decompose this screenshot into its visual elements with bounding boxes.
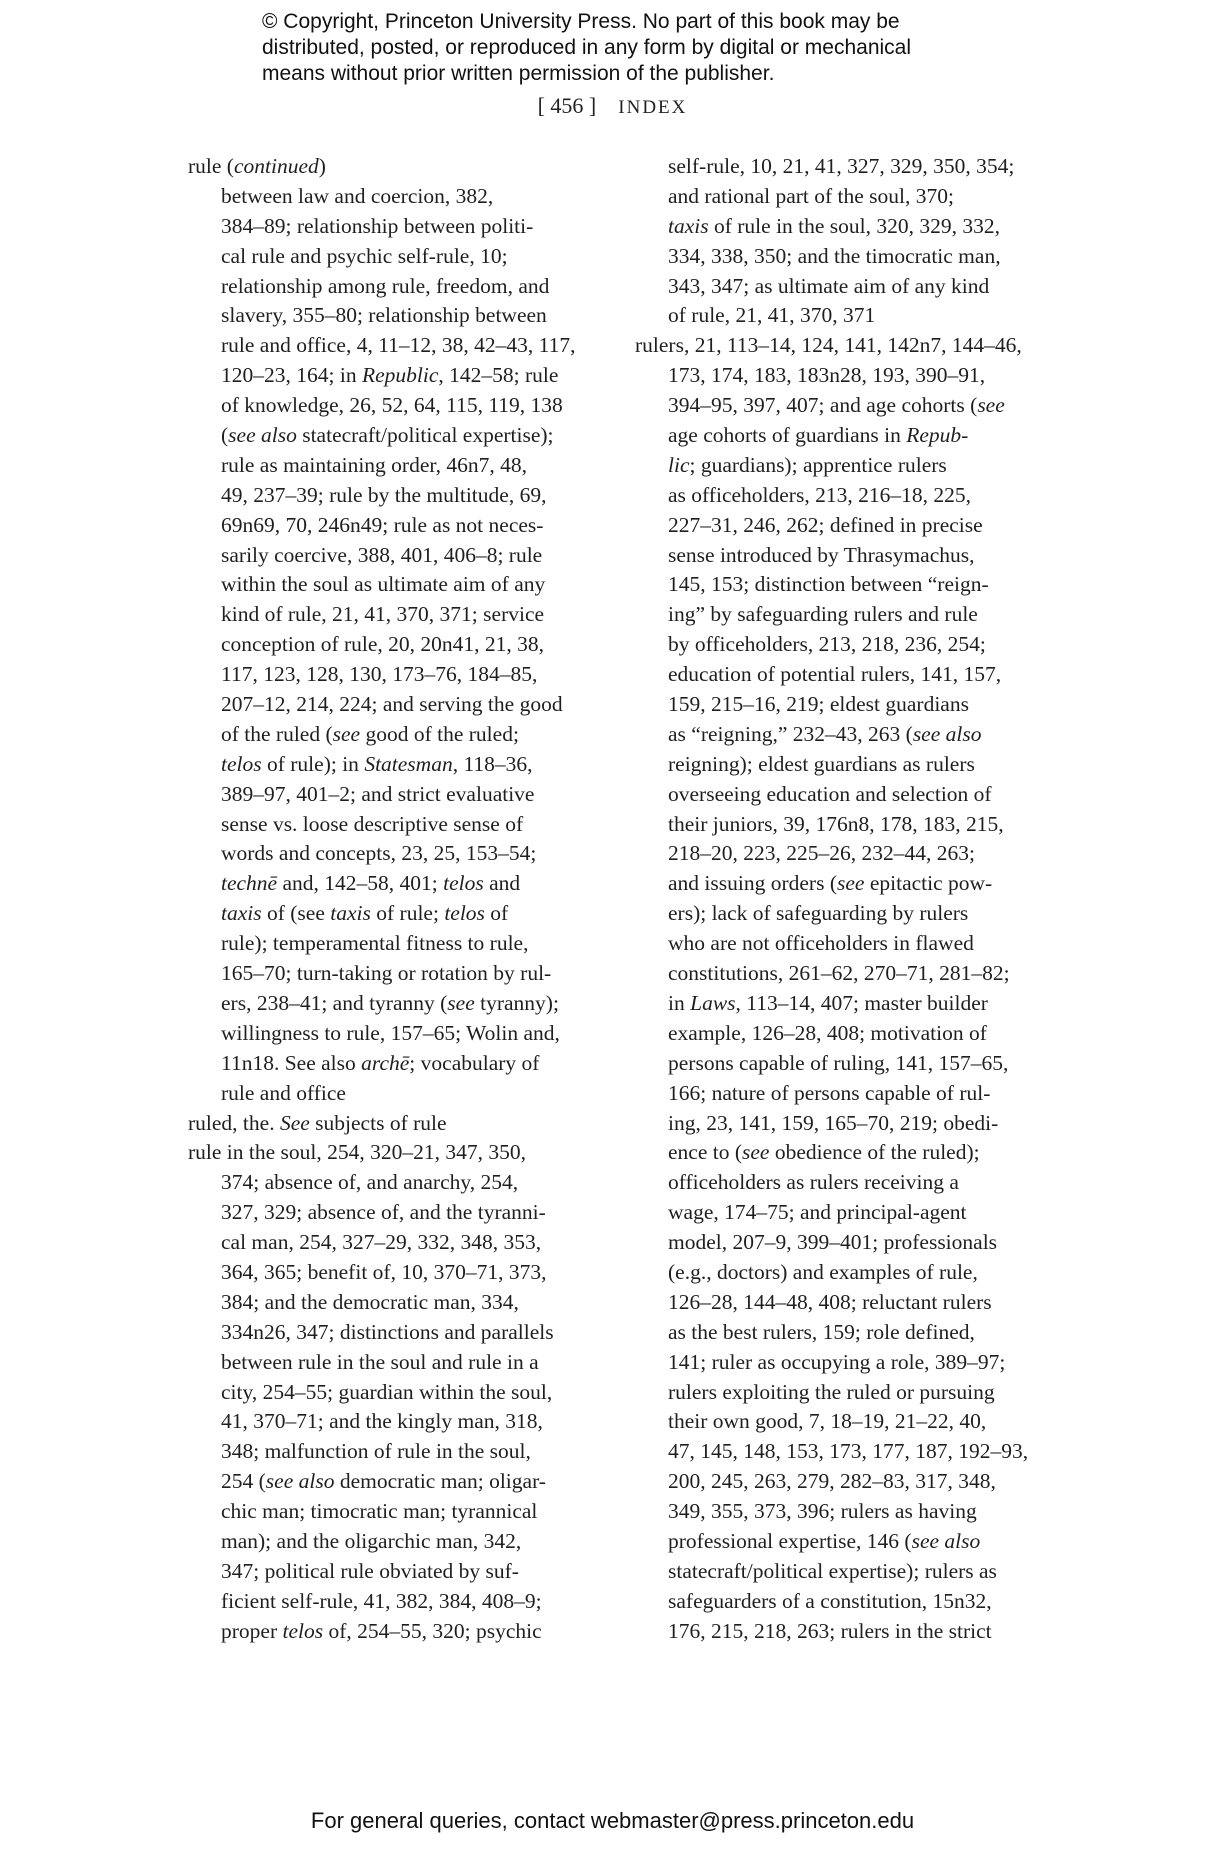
index-line: 254 (see also democratic man; oligar-	[221, 1469, 546, 1494]
index-line: 49, 237–39; rule by the multitude, 69,	[221, 482, 547, 507]
copyright-notice	[262, 9, 1022, 87]
index-line: ers, 238–41; and tyranny (see tyranny);	[221, 990, 559, 1015]
index-line: of rule, 21, 41, 370, 371	[668, 303, 876, 328]
index-line: their own good, 7, 18–19, 21–22, 40,	[668, 1409, 987, 1434]
footer-contact: For general queries, contact webmaster@press.princeton.edu	[310, 1808, 915, 1833]
index-line: 327, 329; absence of, and the tyranni-	[221, 1200, 546, 1225]
index-line: 389–97, 401–2; and strict evaluative	[221, 781, 535, 806]
index-line: cal rule and psychic self-rule, 10;	[221, 243, 508, 268]
index-line: and issuing orders (see epitactic pow-	[668, 871, 993, 896]
index-line: 126–28, 144–48, 408; reluctant rulers	[668, 1289, 992, 1314]
index-line: rule and office, 4, 11–12, 38, 42–43, 117,	[221, 333, 576, 358]
index-line: sense vs. loose descriptive sense of	[221, 811, 524, 836]
index-line: 207–12, 214, 224; and serving the good	[221, 692, 563, 717]
index-line: slavery, 355–80; relationship between	[221, 303, 547, 328]
index-line: rulers exploiting the ruled or pursuing	[668, 1379, 995, 1404]
index-line: 47, 145, 148, 153, 173, 177, 187, 192–93,	[668, 1439, 1029, 1464]
index-line: cal man, 254, 327–29, 332, 348, 353,	[221, 1230, 542, 1255]
index-line: telos of rule); in Statesman, 118–36,	[221, 751, 533, 776]
index-line: ficient self-rule, 41, 382, 384, 408–9;	[221, 1588, 542, 1613]
section-title: INDEX	[618, 97, 688, 118]
index-line: their juniors, 39, 176n8, 178, 183, 215,	[668, 811, 1004, 836]
index-line: 349, 355, 373, 396; rulers as having	[668, 1499, 977, 1524]
index-line: overseeing education and selection of	[668, 781, 992, 806]
index-line: persons capable of ruling, 141, 157–65,	[668, 1050, 1009, 1075]
index-line: age cohorts of guardians in Repub-	[668, 423, 969, 448]
index-line: rule and office	[221, 1080, 346, 1105]
index-line: 41, 370–71; and the kingly man, 318,	[221, 1409, 543, 1434]
index-line: 364, 365; benefit of, 10, 370–71, 373,	[221, 1259, 547, 1284]
index-line: 173, 174, 183, 183n28, 193, 390–91,	[668, 363, 986, 388]
page-number: [ 456 ]	[537, 93, 597, 118]
index-line: 69n69, 70, 246n49; rule as not neces-	[221, 512, 544, 537]
index-line: as the best rulers, 159; role defined,	[668, 1319, 975, 1344]
index-line: within the soul as ultimate aim of any	[221, 572, 546, 597]
running-head	[0, 93, 1225, 119]
index-line: rulers, 21, 113–14, 124, 141, 142n7, 144–46,	[635, 333, 1022, 358]
index-line: between rule in the soul and rule in a	[221, 1349, 539, 1374]
index-line: willingness to rule, 157–65; Wolin and,	[221, 1020, 560, 1045]
index-line: reigning); eldest guardians as rulers	[668, 751, 975, 776]
index-line: 200, 245, 263, 279, 282–83, 317, 348,	[668, 1469, 996, 1494]
index-line: of the ruled (see good of the ruled;	[221, 721, 519, 746]
index-line: rule); temperamental fitness to rule,	[221, 931, 529, 956]
index-line: 141; ruler as occupying a role, 389–97;	[668, 1349, 1006, 1374]
index-line: 159, 215–16, 219; eldest guardians	[668, 692, 969, 717]
index-line: officeholders as rulers receiving a	[668, 1170, 959, 1195]
index-line: 348; malfunction of rule in the soul,	[221, 1439, 531, 1464]
index-column-right	[635, 152, 1055, 1647]
index-line: by officeholders, 213, 218, 236, 254;	[668, 632, 986, 657]
index-line: (see also statecraft/political expertise);	[221, 423, 554, 448]
index-line: 176, 215, 218, 263; rulers in the strict	[668, 1618, 992, 1643]
index-line: model, 207–9, 399–401; professionals	[668, 1230, 998, 1255]
index-line: wage, 174–75; and principal-agent	[668, 1200, 967, 1225]
index-line: 384–89; relationship between politi-	[221, 213, 534, 238]
index-line: ing” by safeguarding rulers and rule	[668, 602, 978, 627]
index-line: words and concepts, 23, 25, 153–54;	[221, 841, 537, 866]
index-line: 11n18. See also archē; vocabulary of	[221, 1050, 540, 1075]
index-line: 145, 153; distinction between “reign-	[668, 572, 989, 597]
copyright-line: distributed, posted, or reproduced in any form by digital or mechanical	[262, 36, 912, 59]
index-line: 394–95, 397, 407; and age cohorts (see	[668, 393, 1005, 418]
index-line: ruled, the. See subjects of rule	[188, 1110, 447, 1135]
index-line: rule as maintaining order, 46n7, 48,	[221, 452, 528, 477]
index-line: technē and, 142–58, 401; telos and	[221, 871, 521, 896]
index-line: chic man; timocratic man; tyrannical	[221, 1499, 538, 1524]
index-line: ence to (see obedience of the ruled);	[668, 1140, 980, 1165]
index-line: of knowledge, 26, 52, 64, 115, 119, 138	[221, 393, 563, 418]
index-line: 334n26, 347; distinctions and parallels	[221, 1319, 554, 1344]
index-line: 227–31, 246, 262; defined in precise	[668, 512, 983, 537]
index-line: between law and coercion, 382,	[221, 183, 494, 208]
index-line: professional expertise, 146 (see also	[668, 1528, 981, 1553]
index-line: who are not officeholders in flawed	[668, 931, 974, 956]
index-line: self-rule, 10, 21, 41, 327, 329, 350, 354;	[668, 154, 1015, 178]
index-line: (e.g., doctors) and examples of rule,	[668, 1259, 978, 1284]
index-line: 120–23, 164; in Republic, 142–58; rule	[221, 363, 559, 388]
index-line: in Laws, 113–14, 407; master builder	[668, 990, 988, 1015]
index-line: kind of rule, 21, 41, 370, 371; service	[221, 602, 545, 627]
index-line: 334, 338, 350; and the timocratic man,	[668, 243, 1001, 268]
index-line: 166; nature of persons capable of rul-	[668, 1080, 991, 1105]
index-line: city, 254–55; guardian within the soul,	[221, 1379, 553, 1404]
index-line: lic; guardians); apprentice rulers	[668, 452, 947, 477]
index-line: taxis of (see taxis of rule; telos of	[221, 901, 509, 926]
index-line: proper telos of, 254–55, 320; psychic	[221, 1618, 542, 1643]
index-line: sense introduced by Thrasymachus,	[668, 542, 975, 567]
index-line: 165–70; turn-taking or rotation by rul-	[221, 961, 552, 986]
index-line: as “reigning,” 232–43, 263 (see also	[668, 721, 982, 746]
index-line: relationship among rule, freedom, and	[221, 273, 550, 298]
index-column-left	[188, 152, 608, 1647]
copyright-line: means without prior written permission of the publisher.	[262, 62, 775, 85]
index-line: rule (continued)	[188, 154, 326, 178]
index-line: ing, 23, 141, 159, 165–70, 219; obedi-	[668, 1110, 999, 1135]
index-line: as officeholders, 213, 216–18, 225,	[668, 482, 971, 507]
index-line: 218–20, 223, 225–26, 232–44, 263;	[668, 841, 975, 866]
index-line: man); and the oligarchic man, 342,	[221, 1528, 522, 1553]
index-line: 117, 123, 128, 130, 173–76, 184–85,	[221, 662, 538, 687]
index-line: 343, 347; as ultimate aim of any kind	[668, 273, 990, 298]
index-line: rule in the soul, 254, 320–21, 347, 350,	[188, 1140, 527, 1165]
index-line: education of potential rulers, 141, 157,	[668, 662, 1002, 687]
index-line: example, 126–28, 408; motivation of	[668, 1020, 987, 1045]
index-line: ers); lack of safeguarding by rulers	[668, 901, 969, 926]
index-line: sarily coercive, 388, 401, 406–8; rule	[221, 542, 543, 567]
index-line: safeguarders of a constitution, 15n32,	[668, 1588, 992, 1613]
index-line: taxis of rule in the soul, 320, 329, 332,	[668, 213, 1001, 238]
copyright-line: © Copyright, Princeton University Press. No part of this book may be	[262, 10, 900, 33]
index-line: statecraft/political expertise); rulers as	[668, 1558, 997, 1583]
index-line: 384; and the democratic man, 334,	[221, 1289, 519, 1314]
index-line: 374; absence of, and anarchy, 254,	[221, 1170, 519, 1195]
index-line: 347; political rule obviated by suf-	[221, 1558, 519, 1583]
index-line: and rational part of the soul, 370;	[668, 183, 954, 208]
index-line: conception of rule, 20, 20n41, 21, 38,	[221, 632, 545, 657]
index-line: constitutions, 261–62, 270–71, 281–82;	[668, 961, 1010, 986]
